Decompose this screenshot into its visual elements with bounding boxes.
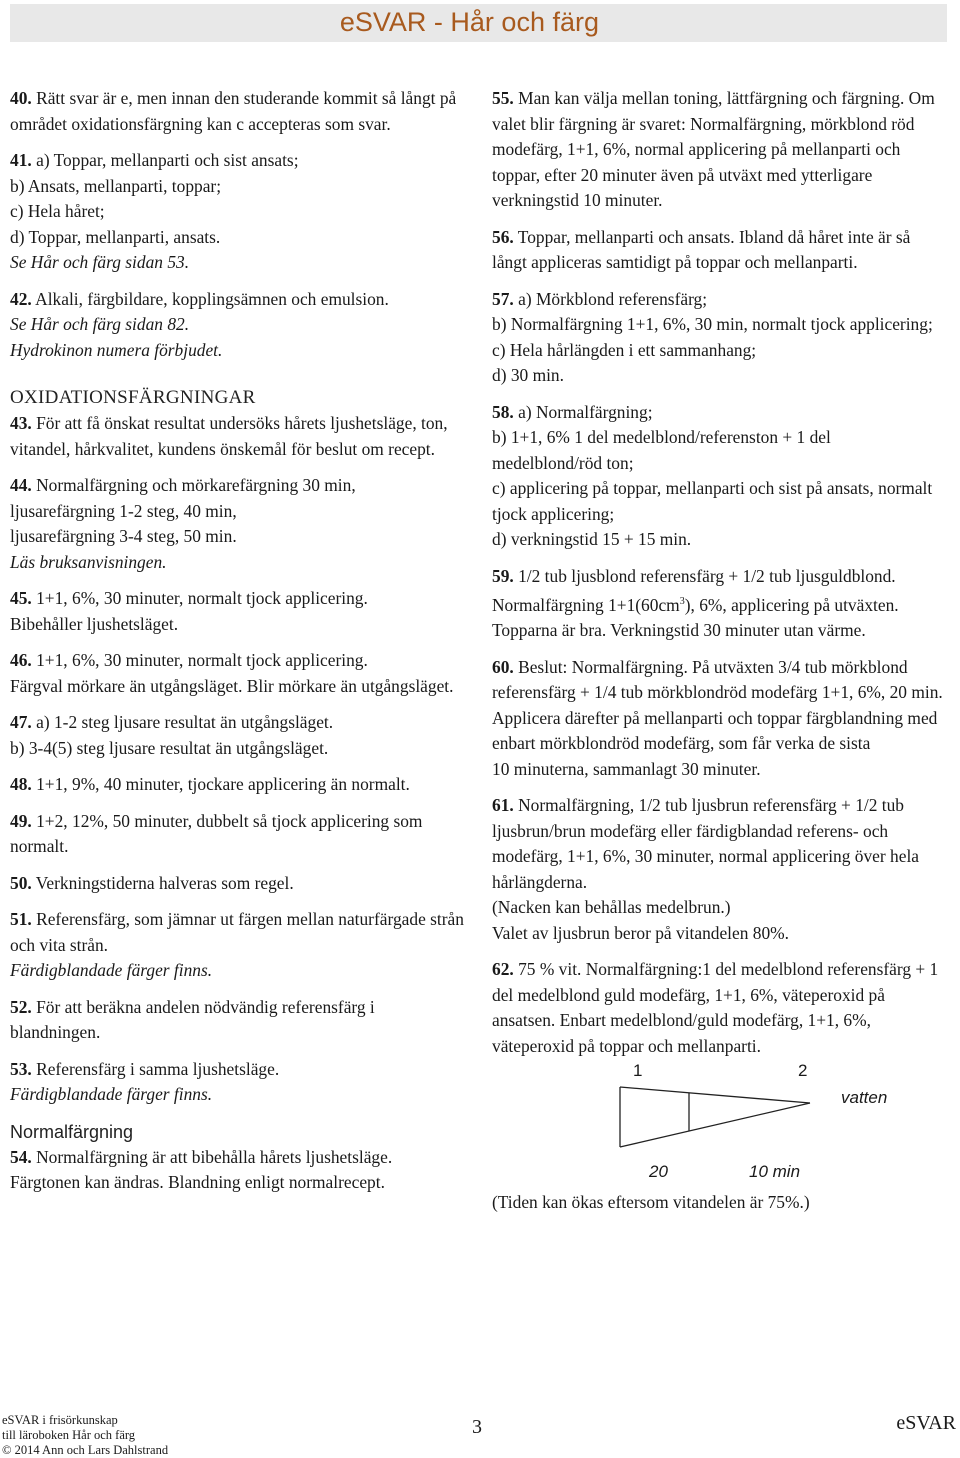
answer-43 (10, 411, 465, 462)
answer-number: 46. (10, 650, 32, 670)
footer-line-2: till läroboken Hår och färg (2, 1428, 136, 1442)
answer-text: 1+1, 9%, 40 minuter, tjockare applicering än normalt. (36, 774, 410, 794)
answer-text: Referensfärg, som jämnar ut färgen mellan naturfärgade strån och vita strån. (10, 909, 464, 955)
ratio-triangle (492, 1057, 944, 1167)
answer-46 (10, 648, 465, 699)
answer-line: b) Normalfärgning 1+1, 6%, 30 min, normalt tjock applicering; (492, 314, 933, 334)
answer-line: b) Ansats, mellanparti, toppar; (10, 175, 222, 196)
answer-note: Färdigblandade färger finns. (10, 960, 213, 980)
answer-62 (492, 957, 944, 1059)
answer-text: 10 minuterna, sammanlagt 30 minuter. (492, 758, 761, 779)
answer-line: a) Toppar, mellanparti och sist ansats; (36, 150, 299, 170)
answer-61 (492, 793, 944, 946)
answer-text: 75 % vit. Normalfärgning:1 del medelblond referensfärg + 1 del medelblond guld modefärg, 1+1, 6%, väteperoxid på ansatsen. Enbart medelblond/guld modefärg, 1+1, 6%, väteperoxid på toppar och mellanparti. (492, 959, 939, 1056)
footer-copyright: © 2014 Ann och Lars Dahlstrand (2, 1443, 169, 1457)
answer-58 (492, 400, 944, 553)
answer-number: 47. (10, 712, 32, 732)
answer-53 (10, 1057, 465, 1108)
diagram-label-20: 20 (649, 1162, 668, 1182)
answer-number: 56. (492, 226, 514, 247)
answer-number: 53. (10, 1058, 32, 1079)
answer-line: b) 1+1, 6% 1 del medelblond/referenston + 1 del medelblond/röd ton; (492, 427, 831, 473)
footer-line-1: eSVAR i frisörkunskap (2, 1413, 118, 1427)
answer-text: Rätt svar är e, men innan den studerande kommit så långt på området oxidationsfärgning kan c accepteras som svar. (10, 88, 457, 134)
answer-56 (492, 225, 944, 276)
answer-51 (10, 907, 465, 984)
page-number: 3 (472, 1416, 482, 1438)
answer-text: Beslut: Normalfärgning. På utväxten 3/4 tub mörkblond referensfärg + 1/4 tub mörkblondröd modefärg 1+1, 6%, 20 min. Applicera därefter på mellanparti och toppar färgblandning med enbart mörkblondröd modefärg, som får verka de sista (492, 656, 943, 754)
answer-text: Valet av ljusbrun beror på vitandelen 80%. (492, 922, 789, 943)
answer-48 (10, 772, 465, 798)
answer-text: Verkningstiderna halveras som regel. (35, 872, 294, 893)
answer-text: För att beräkna andelen nödvändig referensfärg i blandningen. (10, 996, 375, 1042)
answer-number: 44. (10, 475, 32, 495)
answer-52 (10, 995, 465, 1046)
answer-54 (10, 1145, 465, 1196)
answer-40 (10, 86, 465, 137)
answer-line: a) Mörkblond referensfärg; (518, 288, 708, 309)
answer-line: d) 30 min. (492, 365, 564, 385)
answer-line: ljusarefärgning 3-4 steg, 50 min. (10, 526, 237, 546)
answer-49 (10, 809, 465, 860)
answer-text: Man kan välja mellan toning, lättfärgning och färgning. Om valet blir färgning är svaret: Normalfärgning, mörkblond röd modefärg, 1+1, 6%, normal applicering på mellanparti och toppar, efter 20 minuter även på utväxt med ytterligare verkningstid 10 minuter. (492, 88, 935, 210)
answer-number: 48. (10, 774, 32, 794)
mixing-ratio-diagram (492, 1057, 944, 1187)
answer-number: 57. (492, 288, 514, 309)
diagram-label-1: 1 (633, 1061, 643, 1081)
answer-text: Referensfärg i samma ljushetsläge. (36, 1058, 280, 1079)
answer-45 (10, 586, 465, 637)
section-heading-oxidationsfargningar: OXIDATIONSFÄRGNINGAR (10, 387, 256, 408)
answer-47 (10, 710, 465, 761)
answer-44 (10, 473, 465, 575)
answer-text: Normalfärgning, 1/2 tub ljusbrun referensfärg + 1/2 tub ljusbrun/brun modefärg eller färdigblandad referens- och modefärg, 1+1, 6%, 30 minuter, normal applicering över hela hårlängderna. (492, 795, 920, 892)
page-footer (0, 1410, 960, 1457)
page-title: eSVAR - Hår och färg (339, 7, 599, 37)
diagram-caption: (Tiden kan ökas eftersom vitandelen är 75%.) (492, 1192, 810, 1213)
answer-number: 41. (10, 150, 32, 170)
answer-line: ljusarefärgning 1-2 steg, 40 min, (10, 500, 237, 521)
answer-number: 62. (492, 959, 514, 980)
answer-number: 61. (492, 795, 514, 816)
answer-line: d) Toppar, mellanparti, ansats. (10, 226, 221, 247)
diagram-label-2: 2 (798, 1061, 808, 1081)
left-column (10, 86, 465, 1207)
book-reference: Se Hår och färg sidan 53. (10, 252, 190, 272)
answer-number: 45. (10, 588, 32, 608)
triangle-top-edge (620, 1087, 810, 1103)
diagram-label-vatten: vatten (841, 1088, 888, 1108)
answer-text: 1+1, 6%, 30 minuter, normalt tjock applicering. (36, 588, 368, 608)
answer-number: 54. (10, 1146, 32, 1167)
answer-text: a) 1-2 steg ljusare resultat än utgångsläget. (36, 712, 334, 732)
page-header (10, 4, 947, 42)
answer-text: b) 3-4(5) steg ljusare resultat än utgångsläget. (10, 737, 329, 758)
answer-number: 50. (10, 872, 32, 893)
answer-text: Bibehåller ljushetsläget. (10, 613, 179, 634)
answer-number: 58. (492, 401, 514, 422)
answer-number: 60. (492, 656, 514, 677)
answer-number: 51. (10, 909, 32, 929)
answer-number: 40. (10, 88, 32, 108)
answer-line: a) Normalfärgning; (518, 401, 653, 422)
answer-number: 43. (10, 413, 32, 433)
answer-55 (492, 86, 944, 214)
triangle-bottom-edge (620, 1103, 810, 1147)
answer-42 (10, 287, 465, 364)
answer-number: 52. (10, 996, 32, 1017)
answer-text: (Nacken kan behållas medelbrun.) (492, 897, 731, 918)
superscript: 3 (679, 596, 685, 607)
answer-text: Alkali, färgbildare, kopplingsämnen och emulsion. (35, 288, 389, 309)
answer-50 (10, 871, 465, 897)
answer-note: Hydrokinon numera förbjudet. (10, 339, 223, 360)
answer-59 (492, 564, 944, 644)
answer-number: 55. (492, 88, 514, 108)
answer-text: 1+2, 12%, 50 minuter, dubbelt så tjock applicering som normalt. (10, 810, 423, 856)
answer-57 (492, 287, 944, 389)
answer-text: Normalfärgning är att bibehålla hårets ljushetsläge. Färgtonen kan ändras. Blandning enligt normalrecept. (10, 1146, 393, 1192)
section-heading-normalfargning: Normalfärgning (10, 1121, 134, 1142)
answer-line: c) Hela håret; (10, 201, 105, 221)
answer-text: 1/2 tub ljusblond referensfärg + 1/2 tub ljusguldblond. Normalfärgning 1+1(60cm (492, 565, 896, 615)
diagram-label-10-min: 10 min (749, 1162, 801, 1182)
answer-line: c) Hela hårlängden i ett sammanhang; (492, 339, 757, 360)
answer-number: 42. (10, 288, 32, 309)
right-column (492, 86, 944, 1216)
answer-text: 1+1, 6%, 30 minuter, normalt tjock applicering. (36, 650, 368, 670)
answer-text: ), 6%, applicering på utväxten. Topparna är bra. Verkningstid 30 minuter utan värme. (492, 594, 899, 641)
answer-note: Färdigblandade färger finns. (10, 1084, 213, 1104)
answer-line: c) applicering på toppar, mellanparti och sist på ansats, normalt tjock applicering; (492, 478, 933, 524)
footer-brand: eSVAR (896, 1412, 956, 1434)
answer-line: Normalfärgning och mörkarefärgning 30 min, (36, 475, 356, 495)
answer-number: 59. (492, 565, 514, 586)
answer-60 (492, 655, 944, 783)
answer-text: För att få önskat resultat undersöks hårets ljushetsläge, ton, vitandel, hårkvalitet, kundens önskemål för beslut om recept. (10, 413, 448, 459)
answer-text: Färgval mörkare än utgångsläget. Blir mörkare än utgångsläget. (10, 675, 454, 696)
answer-number: 49. (10, 810, 32, 831)
answer-line: d) verkningstid 15 + 15 min. (492, 529, 692, 549)
answer-text: Toppar, mellanparti och ansats. Ibland då håret inte är så långt appliceras samtidigt på toppar och mellanparti. (492, 226, 911, 272)
answer-note: Läs bruksanvisningen. (10, 551, 167, 572)
book-reference: Se Hår och färg sidan 82. (10, 314, 190, 334)
answer-41 (10, 148, 465, 276)
